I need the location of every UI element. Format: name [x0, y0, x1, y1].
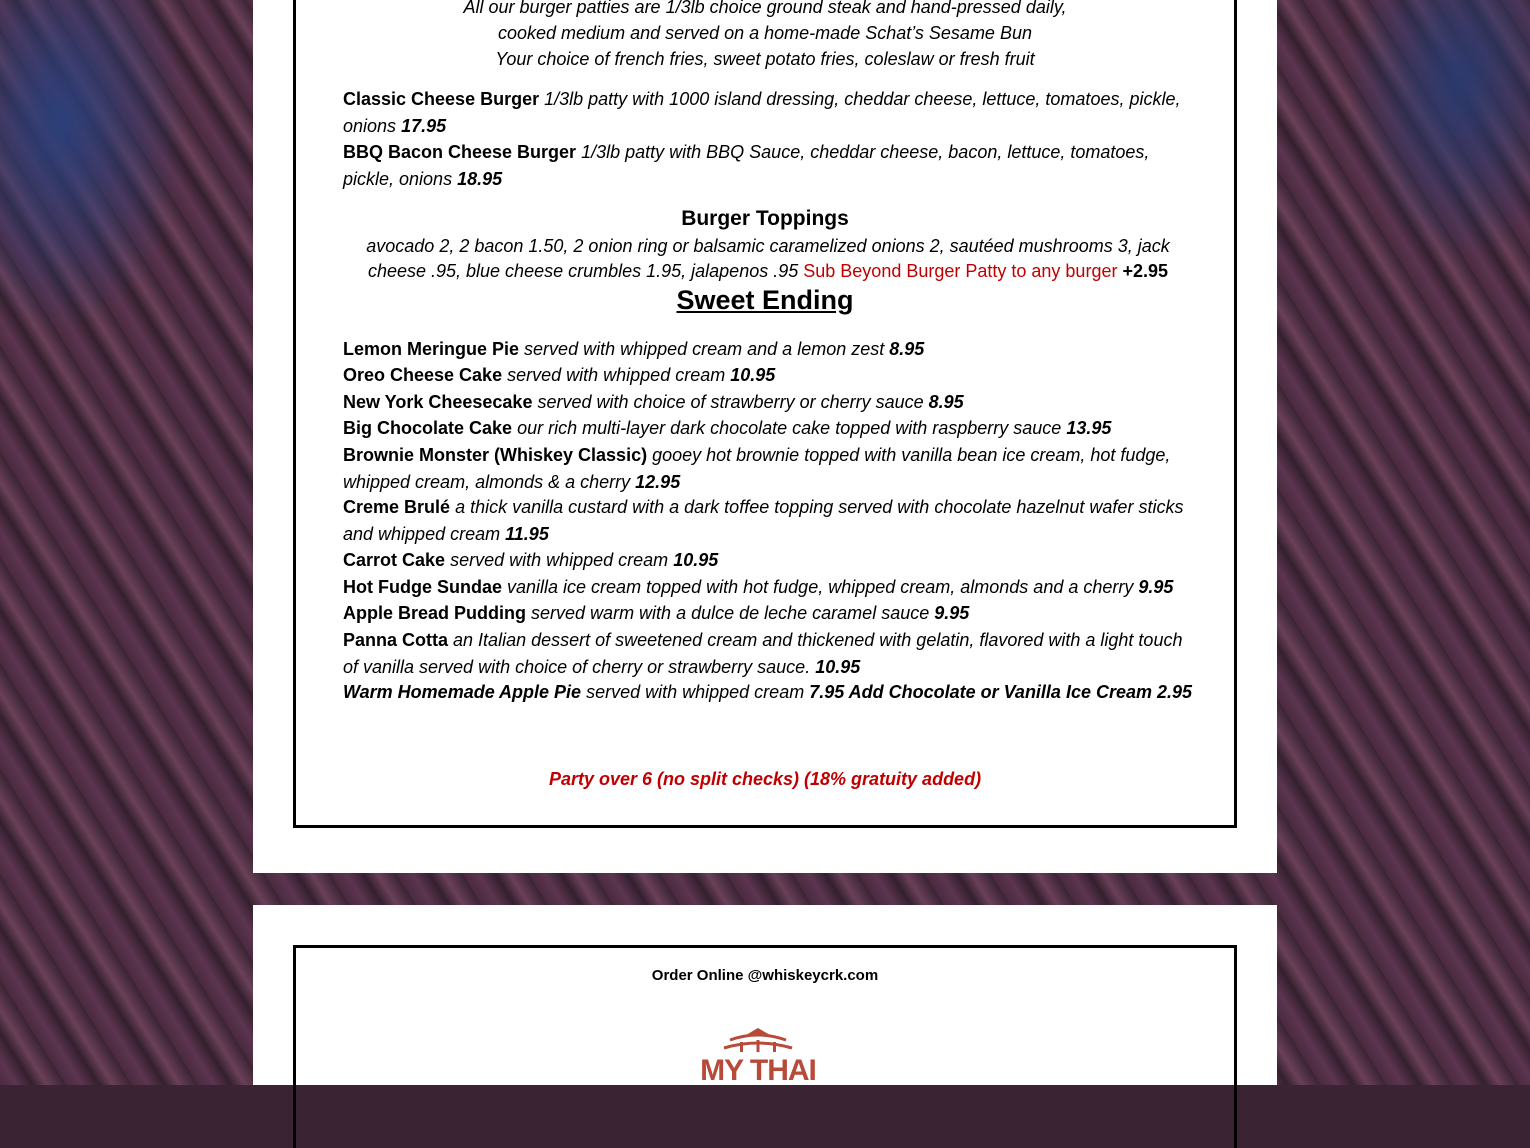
toppings-list: avocado 2, 2 bacon 1.50, 2 onion ring or balsamic caramelized onions 2, sautéed mushrooms 3, jack cheese .95, blue cheese crumbles 1.95, jalapenos .95	[366, 236, 1170, 281]
item-desc: gooey hot brownie topped with vanilla bean ice cream, hot fudge, whipped cream, almonds & a cherry	[343, 445, 1171, 492]
item-name: BBQ Bacon Cheese Burger	[343, 142, 577, 162]
item-name: Big Chocolate Cake	[343, 418, 513, 438]
item-desc: a thick vanilla custard with a dark toffee topping served with chocolate hazelnut wafer sticks and whipped cream	[343, 497, 1184, 544]
item-name: Warm Homemade Apple Pie	[343, 682, 582, 702]
order-online-text: Order Online @whiskeycrk.com	[651, 967, 879, 984]
sweet-ending-heading: Sweet Ending	[676, 285, 854, 315]
burger-intro-line-1: All our burger patties are 1/3lb choice ground steak and hand-pressed daily,	[463, 0, 1067, 17]
item-name: Classic Cheese Burger	[343, 89, 540, 109]
item-desc: our rich multi-layer dark chocolate cake topped with raspberry sauce	[517, 418, 1062, 438]
beyond-burger-price: +2.95	[1122, 261, 1169, 281]
item-price: 10.95	[673, 550, 719, 570]
item-desc: 1/3lb patty with BBQ Sauce, cheddar cheese, bacon, lettuce, tomatoes, pickle, onions	[343, 142, 1150, 189]
item-name: Panna Cotta	[343, 630, 449, 650]
burger-toppings-heading: Burger Toppings	[681, 207, 849, 230]
item-price: 9.95	[934, 603, 970, 623]
logo-wordmark: MY THAI	[700, 1054, 816, 1087]
dessert-item	[343, 362, 1193, 389]
dessert-item	[343, 336, 1193, 363]
sides-choice: Your choice of french fries, sweet potato fries, coleslaw or fresh fruit	[495, 49, 1035, 69]
dessert-item	[343, 574, 1193, 601]
item-name: Hot Fudge Sundae	[343, 577, 502, 597]
burger-intro-line-2: cooked medium and served on a home-made Schat’s Sesame Bun	[498, 23, 1032, 43]
item-price: 7.95 Add Chocolate or Vanilla Ice Cream 2.95	[809, 682, 1193, 702]
my-thai-logo	[698, 1026, 818, 1086]
menu-item-bbq-bacon-cheese-burger	[343, 139, 1193, 192]
item-price: 18.95	[457, 168, 503, 189]
item-price: 10.95	[815, 656, 861, 677]
menu-border-box	[293, 945, 1237, 1148]
dessert-item	[343, 442, 1193, 495]
item-price: 13.95	[1066, 418, 1112, 438]
item-name: New York Cheesecake	[343, 392, 533, 412]
item-name: Apple Bread Pudding	[343, 603, 527, 623]
item-desc: vanilla ice cream topped with hot fudge, whipped cream, almonds and a cherry	[507, 577, 1134, 597]
item-name: Carrot Cake	[343, 550, 446, 570]
menu-page	[253, 0, 1277, 873]
item-price: 10.95	[730, 365, 776, 385]
menu-item-classic-cheese-burger	[343, 86, 1193, 139]
menu-page-next	[253, 905, 1277, 1085]
item-name: Brownie Monster (Whiskey Classic)	[343, 445, 648, 465]
dessert-item	[343, 415, 1193, 442]
item-name: Lemon Meringue Pie	[343, 339, 520, 359]
dessert-item	[343, 494, 1193, 547]
item-desc: served with whipped cream	[507, 365, 726, 385]
dessert-item	[343, 679, 1203, 706]
item-desc: served with whipped cream	[450, 550, 669, 570]
dessert-item	[343, 547, 1193, 574]
dessert-item	[343, 389, 1193, 416]
item-desc: served warm with a dulce de leche caramel sauce	[531, 603, 930, 623]
item-desc: served with whipped cream	[586, 682, 805, 702]
item-desc: an Italian dessert of sweetened cream and thickened with gelatin, flavored with a light touch of vanilla served with choice of cherry or strawberry sauce.	[343, 630, 1183, 677]
item-desc: served with whipped cream and a lemon zest	[524, 339, 885, 359]
item-name: Creme Brulé	[343, 497, 451, 517]
item-price: 9.95	[1138, 577, 1174, 597]
menu-border-box	[293, 0, 1237, 828]
item-price: 12.95	[635, 471, 681, 492]
party-gratuity-note: Party over 6 (no split checks) (18% gratuity added)	[548, 769, 982, 789]
item-price: 17.95	[401, 115, 447, 136]
burger-toppings-text	[353, 234, 1183, 284]
item-desc: served with choice of strawberry or cherry sauce	[537, 392, 924, 412]
dessert-item	[343, 600, 1193, 627]
beyond-burger-sub: Sub Beyond Burger Patty to any burger	[803, 261, 1118, 281]
item-price: 8.95	[889, 339, 925, 359]
dessert-item	[343, 627, 1193, 680]
item-desc: 1/3lb patty with 1000 island dressing, cheddar cheese, lettuce, tomatoes, pickle, onions	[343, 89, 1181, 136]
item-price: 8.95	[928, 392, 964, 412]
item-price: 11.95	[505, 523, 549, 544]
item-name: Oreo Cheese Cake	[343, 365, 503, 385]
